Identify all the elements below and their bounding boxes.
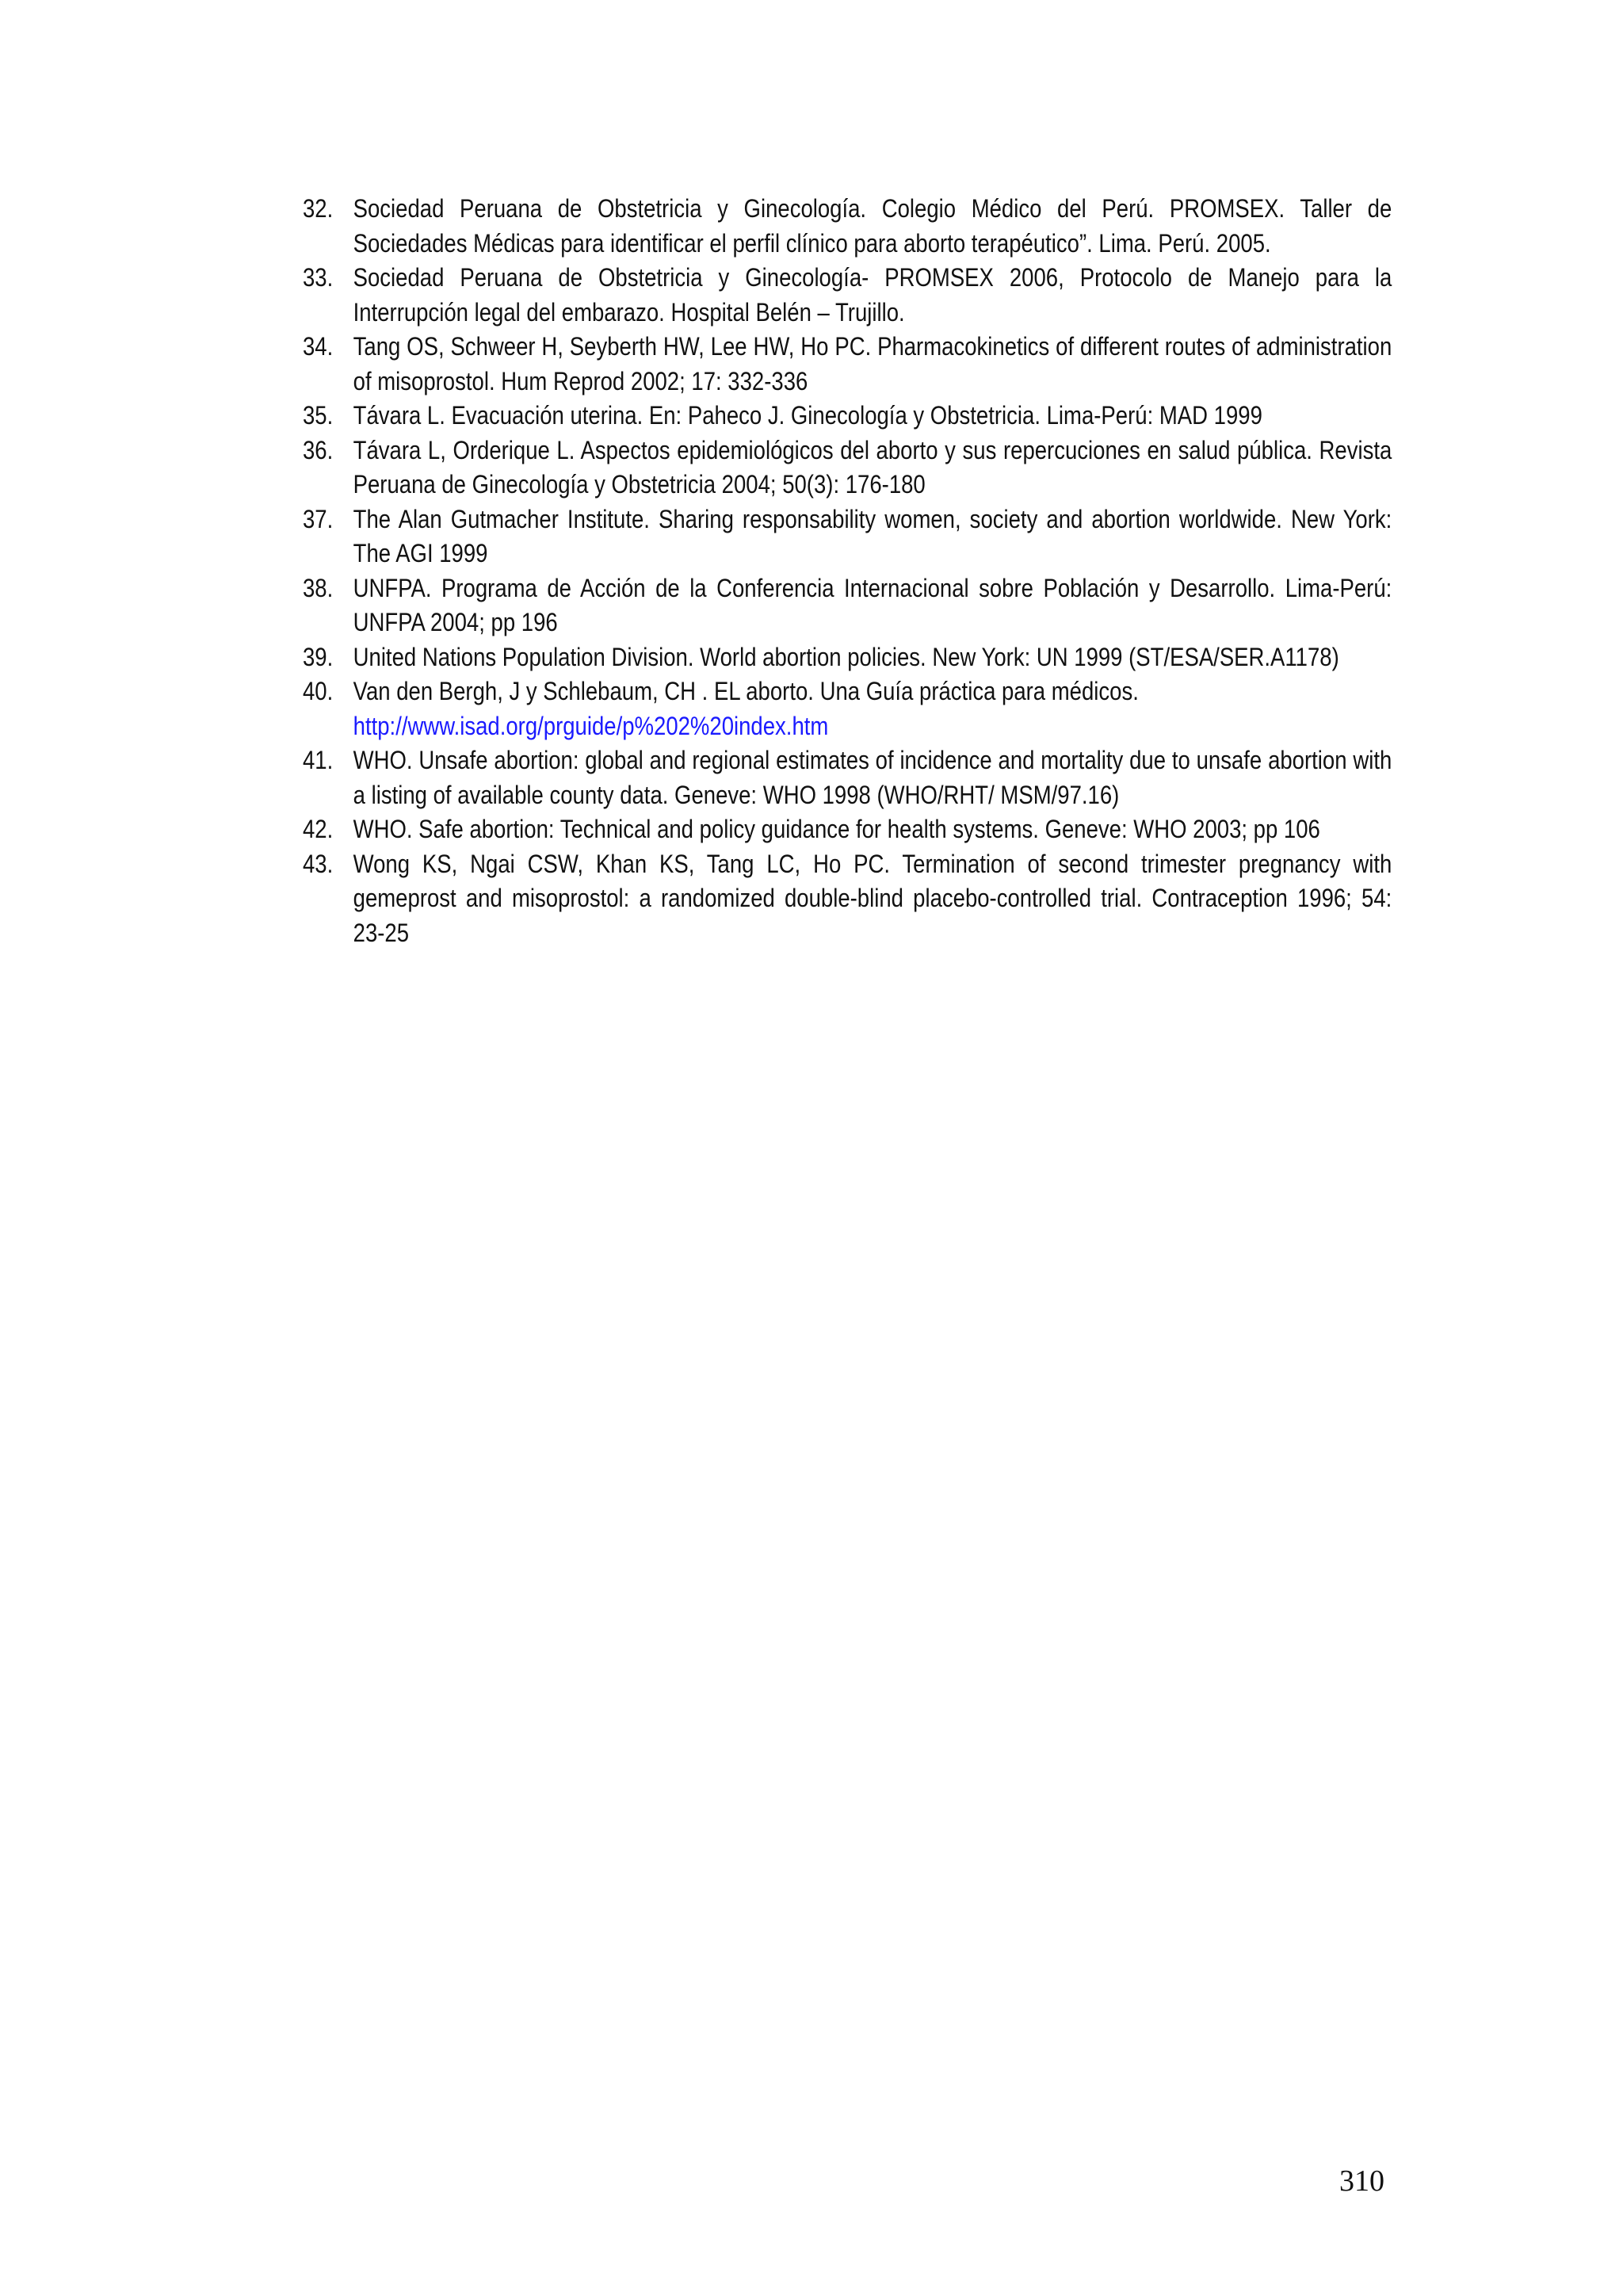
reference-link[interactable]: http://www.isad.org/prguide/p%202%20index.htm xyxy=(353,711,829,740)
reference-number: 32. xyxy=(303,194,334,223)
reference-number: 35. xyxy=(303,401,334,430)
reference-item xyxy=(303,674,1392,743)
reference-number: 37. xyxy=(303,504,334,533)
reference-text: Távara L. Evacuación uterina. En: Paheco J. Ginecología y Obstetricia. Lima-Perú: MAD 1999 xyxy=(353,401,1262,430)
reference-item xyxy=(303,261,1392,330)
reference-number: 42. xyxy=(303,815,334,843)
reference-item xyxy=(303,399,1392,434)
reference-item xyxy=(303,743,1392,812)
reference-text: Sociedad Peruana de Obstetricia y Ginecología- PROMSEX 2006, Protocolo de Manejo para la Interrupción legal del embarazo. Hospital Belén – Trujillo. xyxy=(353,263,1392,327)
reference-number: 36. xyxy=(303,435,334,464)
reference-item xyxy=(303,812,1392,847)
reference-number: 34. xyxy=(303,332,334,361)
reference-item xyxy=(303,330,1392,399)
reference-text: WHO. Unsafe abortion: global and regional estimates of incidence and mortality due to unsafe abortion with a listing of available county data. Geneve: WHO 1998 (WHO/RHT/ MSM/97.16) xyxy=(353,746,1392,809)
reference-text: Sociedad Peruana de Obstetricia y Ginecología. Colegio Médico del Perú. PROMSEX. Taller de Sociedades Médicas para identificar el perfil clínico para aborto terapéutico”. Lima. Perú. 2005. xyxy=(353,194,1392,258)
reference-text: Van den Bergh, J y Schlebaum, CH . EL aborto. Una Guía práctica para médicos. xyxy=(353,677,1139,705)
reference-number: 43. xyxy=(303,849,334,878)
reference-number: 40. xyxy=(303,677,334,705)
page-number: 310 xyxy=(1339,2164,1384,2198)
reference-item xyxy=(303,847,1392,951)
reference-text: Tang OS, Schweer H, Seyberth HW, Lee HW, Ho PC. Pharmacokinetics of different routes of administration of misoprostol. Hum Reprod 2002; 17: 332-336 xyxy=(353,332,1392,395)
reference-text: UNFPA. Programa de Acción de la Conferencia Internacional sobre Población y Desarrollo. Lima-Perú: UNFPA 2004; pp 196 xyxy=(353,573,1392,636)
reference-number: 38. xyxy=(303,573,334,602)
reference-number: 39. xyxy=(303,642,334,671)
reference-text: United Nations Population Division. World abortion policies. New York: UN 1999 (ST/ESA/SER.A1178) xyxy=(353,642,1339,671)
reference-item xyxy=(303,640,1392,675)
reference-item xyxy=(303,434,1392,502)
reference-text: WHO. Safe abortion: Technical and policy guidance for health systems. Geneve: WHO 2003; pp 106 xyxy=(353,815,1320,843)
reference-text: Wong KS, Ngai CSW, Khan KS, Tang LC, Ho PC. Termination of second trimester pregnancy with gemeprost and misoprostol: a randomized double-blind placebo-controlled trial. Contraception 1996; 54: 23-25 xyxy=(353,849,1392,947)
reference-item xyxy=(303,502,1392,571)
reference-text: Távara L, Orderique L. Aspectos epidemiológicos del aborto y sus repercuciones en salud pública. Revista Peruana de Ginecología y Obstetricia 2004; 50(3): 176-180 xyxy=(353,435,1392,499)
reference-list xyxy=(303,192,1392,950)
reference-text: The Alan Gutmacher Institute. Sharing responsability women, society and abortion worldwide. New York: The AGI 1999 xyxy=(353,504,1392,567)
reference-number: 41. xyxy=(303,746,334,774)
reference-item xyxy=(303,571,1392,640)
reference-item xyxy=(303,192,1392,261)
reference-number: 33. xyxy=(303,263,334,292)
